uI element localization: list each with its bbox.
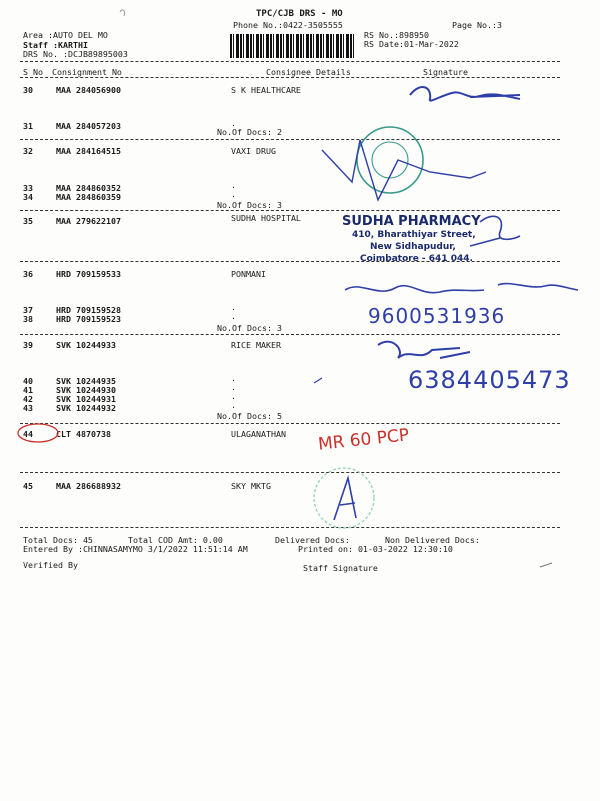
stamp-line-2: 410, Bharathiyar Street, [352, 230, 476, 240]
delivered-docs: Delivered Docs: [275, 535, 350, 545]
row-consignee: RICE MAKER [231, 340, 281, 350]
row-consignee: . [231, 302, 236, 312]
signature-row-45 [334, 478, 356, 520]
row-consignment: MAA 284057203 [56, 121, 121, 131]
handwritten-phone-1: 9600531936 [368, 304, 506, 328]
row-sno: 41 [23, 385, 33, 395]
row-consignee: . [231, 311, 236, 321]
row-sno: 33 [23, 183, 33, 193]
page-number: Page No.:3 [452, 20, 502, 30]
row-consignee: . [231, 391, 236, 401]
round-stamp [357, 127, 423, 193]
row-consignee: . [231, 400, 236, 410]
row-consignment: SVK 10244930 [56, 385, 116, 395]
row-consignee: SUDHA HOSPITAL [231, 213, 301, 223]
col-sno: S No [23, 67, 43, 77]
row-consignment: CLT 4870738 [56, 429, 111, 439]
barcode [230, 34, 356, 58]
divider [20, 139, 560, 140]
row-consignment: HRD 709159523 [56, 314, 121, 324]
divider [20, 527, 560, 528]
col-consignment: Consignment No [52, 67, 122, 77]
row-consignee: . [231, 189, 236, 199]
row-sno: 31 [23, 121, 33, 131]
drs-number: DRS No. :DCJB89895003 [23, 49, 128, 59]
row-consignment: MAA 279622107 [56, 216, 121, 226]
row-consignment: SVK 10244931 [56, 394, 116, 404]
rs-date: RS Date:01-Mar-2022 [364, 39, 459, 49]
signature-row-32 [322, 140, 486, 200]
divider [20, 261, 560, 262]
row-consignee: PONMANI [231, 269, 266, 279]
row-consignment: SVK 10244932 [56, 403, 116, 413]
row-consignee: . [231, 382, 236, 392]
divider [20, 210, 560, 211]
divider [20, 334, 560, 335]
stamp-line-4: Coimbatore - 641 044. [360, 254, 473, 264]
rs-number: RS No.:898950 [364, 30, 429, 40]
verified-by-label: Verified By [23, 560, 78, 570]
row-consignment: MAA 284860352 [56, 183, 121, 193]
staff-signature-label: Staff Signature [303, 563, 378, 573]
row-consignee: S K HEALTHCARE [231, 85, 301, 95]
row-consignee: SKY MKTG [231, 481, 271, 491]
faded-stamp [314, 468, 374, 528]
row-consignment: SVK 10244933 [56, 340, 116, 350]
row-sno: 42 [23, 394, 33, 404]
row-sno: 36 [23, 269, 33, 279]
row-consignee: VAXI DRUG [231, 146, 276, 156]
area-field: Area :AUTO DEL MO [23, 30, 108, 40]
col-consignee: Consignee Details [266, 67, 351, 77]
row-sno: 37 [23, 305, 33, 315]
handwritten-phone-2: 6384405473 [408, 366, 571, 394]
row-consignee: ULAGANATHAN [231, 429, 286, 439]
total-cod-amount: Total COD Amt: 0.00 [128, 535, 223, 545]
row-sno: 38 [23, 314, 33, 324]
row-sno: 40 [23, 376, 33, 386]
row-sno: 45 [23, 481, 33, 491]
divider [20, 423, 560, 424]
signature-row-39 [378, 342, 470, 358]
staff-field: Staff :KARTHI [23, 40, 88, 50]
divider [20, 77, 560, 78]
row-consignment: SVK 10244935 [56, 376, 116, 386]
stamp-line-1: SUDHA PHARMACY [342, 214, 481, 229]
printed-on: Printed on: 01-03-2022 12:30:10 [298, 544, 453, 554]
row-sno: 44 [23, 429, 33, 439]
docs-count: No.Of Docs: 3 [217, 323, 282, 333]
row-sno: 35 [23, 216, 33, 226]
docs-count: No.Of Docs: 5 [217, 411, 282, 421]
docs-count: No.Of Docs: 3 [217, 200, 282, 210]
signature-row-36 [345, 284, 578, 293]
phone-number: Phone No.:0422-3505555 [233, 20, 343, 30]
entered-by: Entered By :CHINNASAMYMO 3/1/2022 11:51:14 AM [23, 544, 248, 554]
stamp-line-3: New Sidhapudur, [370, 242, 456, 252]
row-consignment: HRD 709159533 [56, 269, 121, 279]
row-sno: 30 [23, 85, 33, 95]
non-delivered-docs: Non Delivered Docs: [385, 535, 480, 545]
row-consignee: . [231, 373, 236, 383]
row-consignment: HRD 709159528 [56, 305, 121, 315]
row-consignment: MAA 284860359 [56, 192, 121, 202]
document-title: TPC/CJB DRS - MO [256, 9, 343, 19]
total-docs: Total Docs: 45 [23, 535, 93, 545]
row-sno: 32 [23, 146, 33, 156]
signature-row-30 [410, 87, 520, 101]
row-consignment: MAA 286688932 [56, 481, 121, 491]
row-sno: 39 [23, 340, 33, 350]
handwritten-note: MR 60 PCP [317, 425, 411, 455]
divider [20, 472, 560, 473]
docs-count: No.Of Docs: 2 [217, 127, 282, 137]
col-signature: Signature [423, 67, 468, 77]
divider [20, 61, 560, 62]
row-consignment: MAA 284164515 [56, 146, 121, 156]
row-sno: 43 [23, 403, 33, 413]
row-consignment: MAA 284056900 [56, 85, 121, 95]
row-consignee: . [231, 118, 236, 128]
row-consignee: . [231, 180, 236, 190]
row-sno: 34 [23, 192, 33, 202]
